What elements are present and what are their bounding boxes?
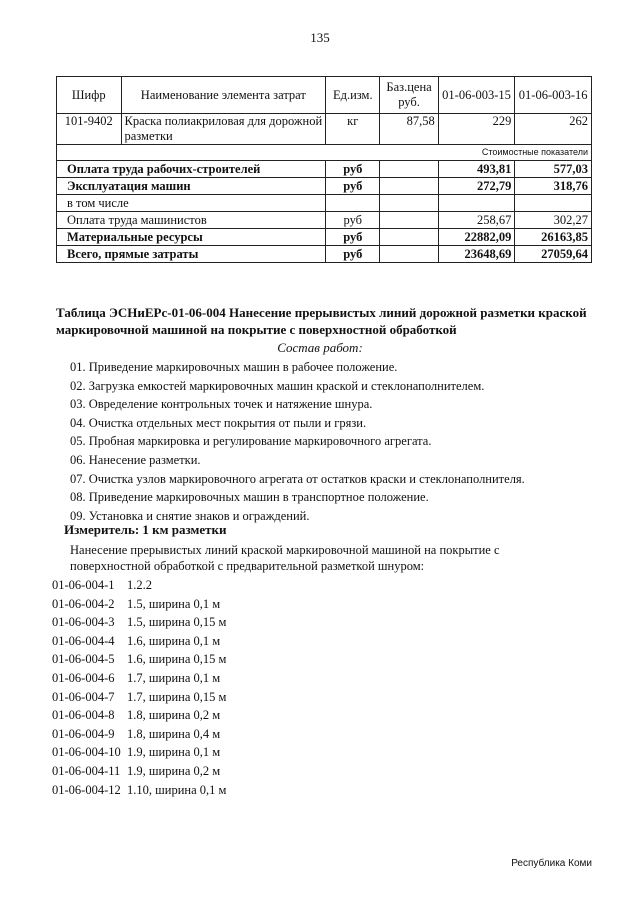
table-row xyxy=(57,161,592,178)
list-item: 05. Пробная маркировка и регулирование маркировочного агрегата. xyxy=(70,434,432,449)
row-v2: 577,03 xyxy=(515,161,592,178)
material-row xyxy=(57,114,592,145)
code-id: 01-06-004-6 xyxy=(52,670,115,685)
material-code: 101-9402 xyxy=(57,114,122,145)
row-unit xyxy=(326,195,380,212)
code-row xyxy=(52,595,226,614)
code-id: 01-06-004-7 xyxy=(52,689,115,704)
material-price: 87,58 xyxy=(380,114,438,145)
works-list xyxy=(70,358,525,525)
code-text: 1.10, ширина 0,1 м xyxy=(127,782,227,797)
code-row xyxy=(52,781,226,800)
code-id: 01-06-004-9 xyxy=(52,726,115,741)
row-name: Всего, прямые затраты xyxy=(57,246,326,263)
code-row xyxy=(52,762,226,781)
row-name: Эксплуатация машин xyxy=(57,178,326,195)
row-price xyxy=(380,212,438,229)
code-row xyxy=(52,706,226,725)
row-name: Материальные ресурсы xyxy=(57,229,326,246)
row-price xyxy=(380,161,438,178)
page-number: 135 xyxy=(310,30,330,45)
material-v1: 229 xyxy=(438,114,515,145)
material-unit: кг xyxy=(326,114,380,145)
code-id: 01-06-004-12 xyxy=(52,782,121,797)
table-row xyxy=(57,178,592,195)
header-name: Наименование элемента затрат xyxy=(121,77,326,114)
list-item: 02. Загрузка емкостей маркировочных машин краской и стеклонаполнителем. xyxy=(70,378,485,393)
code-row xyxy=(52,669,226,688)
code-text: 1.9, ширина 0,1 м xyxy=(127,745,221,760)
list-item: 08. Приведение маркировочных машин в транспортное положение. xyxy=(70,490,429,505)
code-text: 1.7, ширина 0,1 м xyxy=(127,670,221,685)
row-unit: руб xyxy=(326,161,380,178)
row-unit: руб xyxy=(326,246,380,263)
code-row xyxy=(52,688,226,707)
row-price xyxy=(380,178,438,195)
list-item: 07. Очистка узлов маркировочного агрегата от остатков краски и стеклонаполнителя. xyxy=(70,471,525,486)
code-id: 01-06-004-11 xyxy=(52,763,121,778)
works-heading: Состав работ: xyxy=(277,340,363,355)
list-item: 03. Овределение контрольных точек и натяжение шнура. xyxy=(70,397,373,412)
header-col-15: 01-06-003-15 xyxy=(438,77,515,114)
material-name: Краска полиакриловая для дорожной разметки xyxy=(121,114,326,145)
code-text: 1.6, ширина 0,1 м xyxy=(127,633,221,648)
code-text: 1.6, ширина 0,15 м xyxy=(127,652,227,667)
row-v1: 258,67 xyxy=(438,212,515,229)
code-row xyxy=(52,613,226,632)
row-v2: 27059,64 xyxy=(515,246,592,263)
header-unit: Ед.изм. xyxy=(326,77,380,114)
section-label-row xyxy=(57,145,592,161)
codes-list xyxy=(52,576,226,799)
row-name: в том числе xyxy=(57,195,326,212)
material-v2: 262 xyxy=(515,114,592,145)
description: Нанесение прерывистых линий краской маркировочной машиной на покрытие с поверхностной обработкой с предварительной разметкой шнуром: xyxy=(70,543,500,573)
code-text: 1.5, ширина 0,1 м xyxy=(127,596,221,611)
row-v1: 22882,09 xyxy=(438,229,515,246)
code-text: 1.5, ширина 0,15 м xyxy=(127,615,227,630)
row-unit: руб xyxy=(326,212,380,229)
row-v1: 493,81 xyxy=(438,161,515,178)
cost-table xyxy=(56,76,592,263)
code-row xyxy=(52,725,226,744)
row-unit: руб xyxy=(326,229,380,246)
table-title: Таблица ЭСНиЕРс-01-06-004 Нанесение прерывистых линий дорожной разметки краской маркировочной машиной на покрытие с поверхностной обработкой xyxy=(56,305,587,337)
list-item: 06. Нанесение разметки. xyxy=(70,452,201,467)
row-v1: 272,79 xyxy=(438,178,515,195)
section-label: Стоимостные показатели xyxy=(57,145,592,161)
table-row xyxy=(57,246,592,263)
footer: Республика Коми xyxy=(511,858,592,869)
row-unit: руб xyxy=(326,178,380,195)
row-v1: 23648,69 xyxy=(438,246,515,263)
code-text: 1.8, ширина 0,2 м xyxy=(127,708,221,723)
row-v2 xyxy=(515,195,592,212)
header-col-16: 01-06-003-16 xyxy=(515,77,592,114)
code-text: 1.8, ширина 0,4 м xyxy=(127,726,221,741)
code-id: 01-06-004-5 xyxy=(52,652,115,667)
table-row xyxy=(57,195,592,212)
table-row xyxy=(57,229,592,246)
row-name: Оплата труда рабочих-строителей xyxy=(57,161,326,178)
list-item: 09. Установка и снятие знаков и ограждений. xyxy=(70,508,310,523)
row-v1 xyxy=(438,195,515,212)
code-id: 01-06-004-10 xyxy=(52,745,121,760)
code-id: 01-06-004-1 xyxy=(52,578,115,592)
header-price: Баз.цена руб. xyxy=(380,77,438,114)
table-row xyxy=(57,212,592,229)
table-header-row xyxy=(57,77,592,114)
code-id: 01-06-004-8 xyxy=(52,708,115,723)
code-text: 1.7, ширина 0,15 м xyxy=(127,689,227,704)
code-id: 01-06-004-2 xyxy=(52,596,115,611)
code-text: 1.2.2 xyxy=(127,578,152,592)
code-row xyxy=(52,743,226,762)
code-row xyxy=(52,576,226,595)
list-item: 04. Очистка отдельных мест покрытия от пыли и грязи. xyxy=(70,415,367,430)
code-id: 01-06-004-4 xyxy=(52,633,115,648)
row-name: Оплата труда машинистов xyxy=(57,212,326,229)
row-price xyxy=(380,195,438,212)
row-v2: 26163,85 xyxy=(515,229,592,246)
row-v2: 318,76 xyxy=(515,178,592,195)
summary-rows xyxy=(57,161,592,263)
header-code: Шифр xyxy=(57,77,122,114)
row-price xyxy=(380,229,438,246)
row-price xyxy=(380,246,438,263)
list-item: 01. Приведение маркировочных машин в рабочее положение. xyxy=(70,360,398,374)
code-row xyxy=(52,632,226,651)
code-text: 1.9, ширина 0,2 м xyxy=(127,763,221,778)
code-row xyxy=(52,650,226,669)
code-id: 01-06-004-3 xyxy=(52,615,115,630)
measure: Измеритель: 1 км разметки xyxy=(64,522,227,537)
row-v2: 302,27 xyxy=(515,212,592,229)
